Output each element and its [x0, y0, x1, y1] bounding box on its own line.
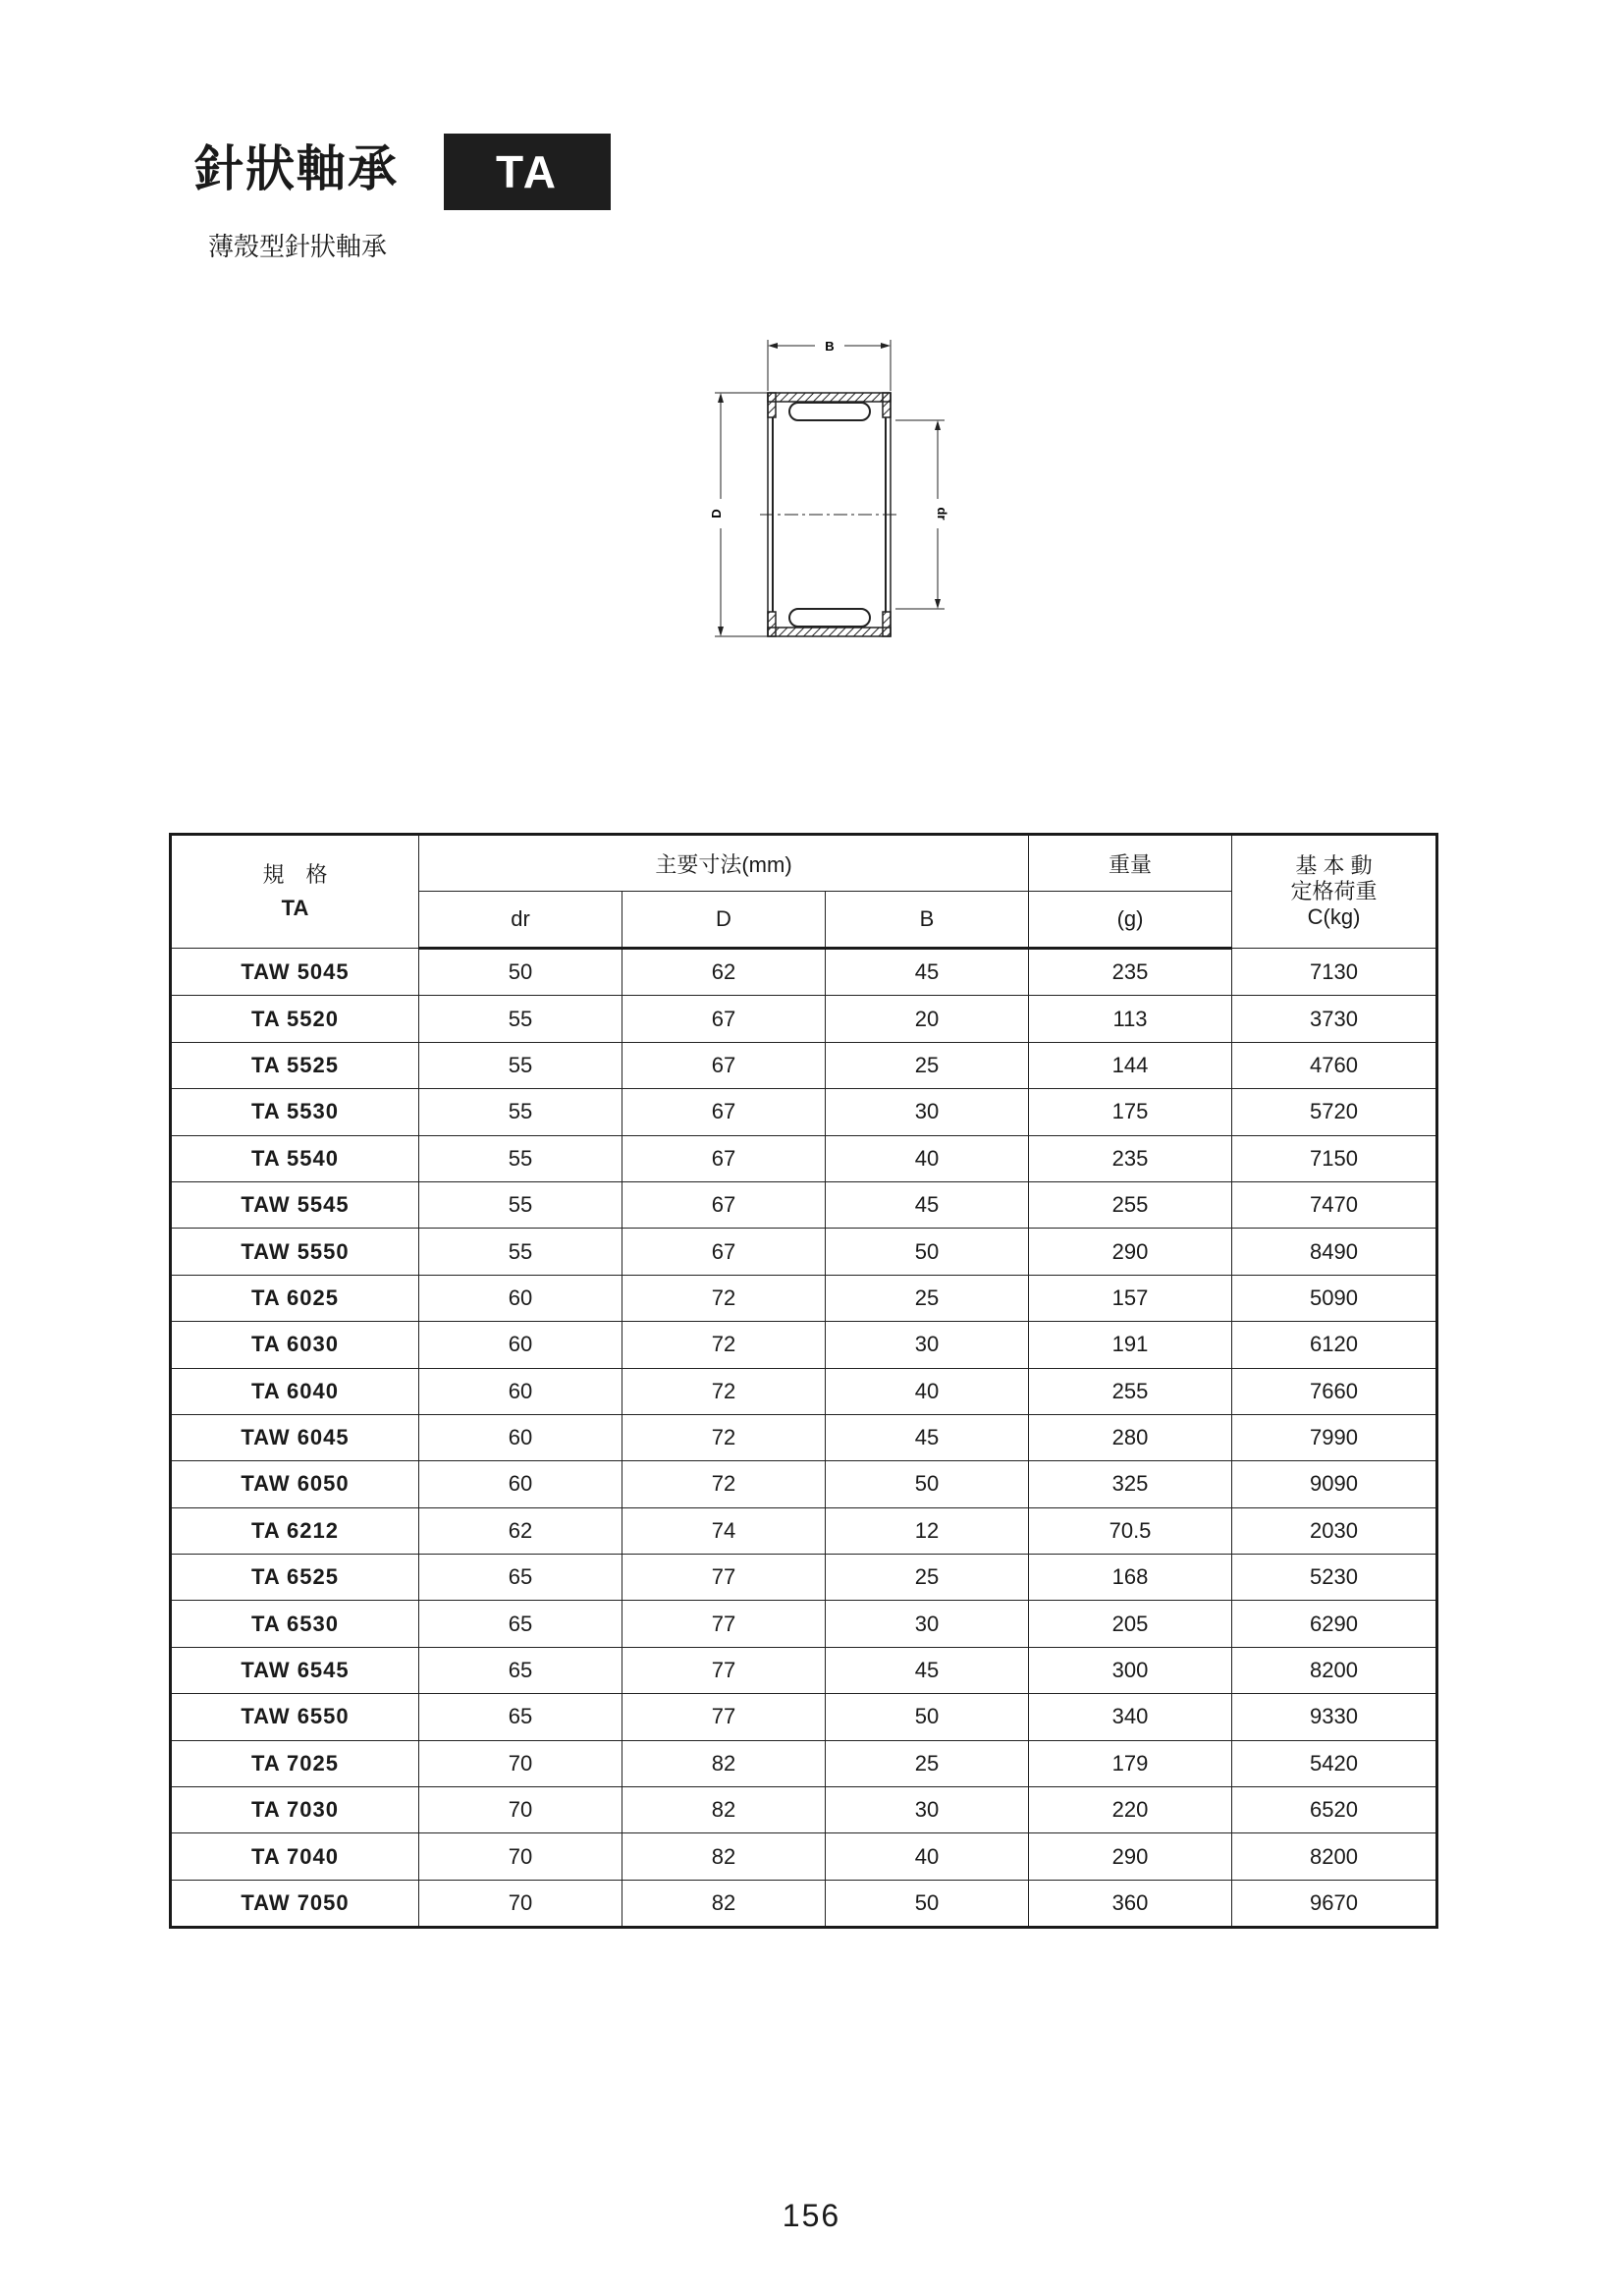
- cell-D: 62: [622, 949, 826, 996]
- cell-load: 6120: [1232, 1322, 1437, 1368]
- cell-load: 7470: [1232, 1181, 1437, 1228]
- cell-weight: 168: [1029, 1555, 1232, 1601]
- table-row: [171, 1042, 1437, 1088]
- cell-load: 5720: [1232, 1089, 1437, 1135]
- cell-D: 82: [622, 1880, 826, 1927]
- cell-name: TA 6040: [171, 1368, 419, 1414]
- table-row: [171, 1322, 1437, 1368]
- cell-name: TAW 7050: [171, 1880, 419, 1927]
- cell-weight: 157: [1029, 1275, 1232, 1321]
- cell-weight: 179: [1029, 1740, 1232, 1786]
- needle-roller-top: [789, 403, 870, 420]
- cell-name: TA 7040: [171, 1833, 419, 1880]
- cell-dr: 60: [419, 1461, 622, 1507]
- cell-weight: 300: [1029, 1647, 1232, 1693]
- cell-D: 82: [622, 1740, 826, 1786]
- cell-dr: 55: [419, 1042, 622, 1088]
- cell-dr: 55: [419, 996, 622, 1042]
- cell-B: 30: [826, 1787, 1029, 1833]
- cell-D: 67: [622, 1229, 826, 1275]
- cell-weight: 113: [1029, 996, 1232, 1042]
- cell-B: 45: [826, 1414, 1029, 1460]
- cell-weight: 220: [1029, 1787, 1232, 1833]
- cell-dr: 60: [419, 1275, 622, 1321]
- cell-load: 9090: [1232, 1461, 1437, 1507]
- cell-B: 30: [826, 1322, 1029, 1368]
- cell-B: 20: [826, 996, 1029, 1042]
- header-D: D: [622, 892, 826, 949]
- cell-D: 72: [622, 1275, 826, 1321]
- dimension-dr: [895, 420, 949, 609]
- cell-name: TAW 5550: [171, 1229, 419, 1275]
- cell-dr: 55: [419, 1135, 622, 1181]
- header-weight: 重量: [1029, 835, 1232, 892]
- cell-name: TAW 6045: [171, 1414, 419, 1460]
- cell-weight: 70.5: [1029, 1507, 1232, 1554]
- cell-name: TAW 5545: [171, 1181, 419, 1228]
- header-spec: [171, 835, 419, 949]
- cell-load: 7990: [1232, 1414, 1437, 1460]
- cell-B: 45: [826, 1181, 1029, 1228]
- cell-dr: 60: [419, 1368, 622, 1414]
- table-row: [171, 1229, 1437, 1275]
- table-row: [171, 996, 1437, 1042]
- cell-D: 72: [622, 1414, 826, 1460]
- header-spec-series: TA: [281, 896, 309, 920]
- cell-dr: 55: [419, 1089, 622, 1135]
- table-row: [171, 1368, 1437, 1414]
- cell-B: 25: [826, 1042, 1029, 1088]
- cell-name: TAW 6545: [171, 1647, 419, 1693]
- cell-name: TAW 6050: [171, 1461, 419, 1507]
- bearing-spec-table: [169, 833, 1438, 1929]
- cell-dr: 60: [419, 1414, 622, 1460]
- cell-B: 50: [826, 1461, 1029, 1507]
- dimension-d-label: D: [709, 509, 724, 519]
- dimension-b-label: B: [825, 339, 835, 354]
- cell-D: 77: [622, 1647, 826, 1693]
- cell-B: 40: [826, 1368, 1029, 1414]
- table-row: [171, 1555, 1437, 1601]
- cell-B: 30: [826, 1601, 1029, 1647]
- cell-D: 67: [622, 1042, 826, 1088]
- cell-B: 25: [826, 1555, 1029, 1601]
- cell-D: 77: [622, 1601, 826, 1647]
- cell-weight: 235: [1029, 949, 1232, 996]
- cell-weight: 360: [1029, 1880, 1232, 1927]
- cell-load: 5420: [1232, 1740, 1437, 1786]
- table-row: [171, 1135, 1437, 1181]
- header-load-line2: 定格荷重: [1290, 879, 1378, 903]
- header-spec-label: 規 格: [262, 862, 328, 887]
- cell-load: 8200: [1232, 1647, 1437, 1693]
- cell-D: 82: [622, 1833, 826, 1880]
- cell-D: 77: [622, 1694, 826, 1740]
- cell-B: 45: [826, 949, 1029, 996]
- cell-D: 72: [622, 1368, 826, 1414]
- cell-load: 4760: [1232, 1042, 1437, 1088]
- cell-weight: 205: [1029, 1601, 1232, 1647]
- cell-dr: 65: [419, 1555, 622, 1601]
- cell-load: 6520: [1232, 1787, 1437, 1833]
- table-row: [171, 1181, 1437, 1228]
- cell-load: 9330: [1232, 1694, 1437, 1740]
- cell-load: 5090: [1232, 1275, 1437, 1321]
- dimension-dr-label: dr: [935, 507, 949, 520]
- table-row: [171, 1694, 1437, 1740]
- page-number: 156: [782, 2198, 841, 2233]
- needle-roller-bottom: [789, 609, 870, 627]
- cell-dr: 62: [419, 1507, 622, 1554]
- cell-D: 77: [622, 1555, 826, 1601]
- cell-load: 7150: [1232, 1135, 1437, 1181]
- cell-name: TA 5530: [171, 1089, 419, 1135]
- cell-B: 12: [826, 1507, 1029, 1554]
- header-dimensions: 主要寸法(mm): [419, 835, 1029, 892]
- cell-name: TA 6030: [171, 1322, 419, 1368]
- cell-weight: 144: [1029, 1042, 1232, 1088]
- cell-dr: 50: [419, 949, 622, 996]
- table-row: [171, 1647, 1437, 1693]
- cell-name: TAW 5045: [171, 949, 419, 996]
- cell-name: TAW 6550: [171, 1694, 419, 1740]
- cell-load: 2030: [1232, 1507, 1437, 1554]
- cell-D: 67: [622, 1181, 826, 1228]
- header-load-line1: 基 本 動: [1295, 853, 1373, 878]
- cell-D: 67: [622, 1135, 826, 1181]
- cell-load: 5230: [1232, 1555, 1437, 1601]
- cell-name: TA 6212: [171, 1507, 419, 1554]
- cell-D: 72: [622, 1461, 826, 1507]
- cell-B: 40: [826, 1833, 1029, 1880]
- cell-name: TA 7025: [171, 1740, 419, 1786]
- cell-weight: 255: [1029, 1181, 1232, 1228]
- dimension-b: [768, 339, 891, 391]
- cell-dr: 65: [419, 1601, 622, 1647]
- cell-dr: 65: [419, 1694, 622, 1740]
- cell-dr: 65: [419, 1647, 622, 1693]
- cell-name: TA 6530: [171, 1601, 419, 1647]
- cell-weight: 175: [1029, 1089, 1232, 1135]
- cell-weight: 290: [1029, 1833, 1232, 1880]
- cell-dr: 55: [419, 1229, 622, 1275]
- bearing-cross-section-diagram: [699, 332, 954, 656]
- table-row: [171, 949, 1437, 996]
- table-row: [171, 1787, 1437, 1833]
- cell-weight: 280: [1029, 1414, 1232, 1460]
- series-badge: TA: [444, 134, 611, 210]
- cell-name: TA 7030: [171, 1787, 419, 1833]
- cell-load: 7660: [1232, 1368, 1437, 1414]
- cell-B: 50: [826, 1229, 1029, 1275]
- header-weight-unit: (g): [1029, 892, 1232, 949]
- header-load-line3: C(kg): [1307, 904, 1361, 929]
- table-row: [171, 1880, 1437, 1927]
- cell-weight: 235: [1029, 1135, 1232, 1181]
- cell-B: 50: [826, 1694, 1029, 1740]
- cell-dr: 55: [419, 1181, 622, 1228]
- cell-load: 8490: [1232, 1229, 1437, 1275]
- table-row: [171, 1461, 1437, 1507]
- cell-name: TA 5520: [171, 996, 419, 1042]
- table-row: [171, 1414, 1437, 1460]
- cell-B: 30: [826, 1089, 1029, 1135]
- cell-D: 74: [622, 1507, 826, 1554]
- cell-D: 72: [622, 1322, 826, 1368]
- cell-weight: 255: [1029, 1368, 1232, 1414]
- page-subtitle: 薄殼型針狀軸承: [208, 233, 388, 262]
- header-load: [1232, 835, 1437, 949]
- cell-weight: 290: [1029, 1229, 1232, 1275]
- table-row: [171, 1089, 1437, 1135]
- cell-weight: 191: [1029, 1322, 1232, 1368]
- cell-D: 67: [622, 1089, 826, 1135]
- cell-dr: 70: [419, 1787, 622, 1833]
- cell-B: 25: [826, 1740, 1029, 1786]
- table-row: [171, 1740, 1437, 1786]
- table-row: [171, 1833, 1437, 1880]
- cell-weight: 340: [1029, 1694, 1232, 1740]
- cell-load: 6290: [1232, 1601, 1437, 1647]
- dimension-d: [709, 393, 768, 636]
- cell-load: 9670: [1232, 1880, 1437, 1927]
- cell-B: 45: [826, 1647, 1029, 1693]
- table-row: [171, 1507, 1437, 1554]
- cell-load: 7130: [1232, 949, 1437, 996]
- cell-name: TA 5525: [171, 1042, 419, 1088]
- cell-B: 40: [826, 1135, 1029, 1181]
- cell-dr: 70: [419, 1740, 622, 1786]
- cell-B: 25: [826, 1275, 1029, 1321]
- cell-weight: 325: [1029, 1461, 1232, 1507]
- cell-D: 82: [622, 1787, 826, 1833]
- cell-D: 67: [622, 996, 826, 1042]
- cell-dr: 70: [419, 1880, 622, 1927]
- page-title: 針狀軸承: [194, 140, 399, 197]
- header-dr: dr: [419, 892, 622, 949]
- cell-load: 8200: [1232, 1833, 1437, 1880]
- cell-name: TA 6025: [171, 1275, 419, 1321]
- cell-dr: 70: [419, 1833, 622, 1880]
- cell-load: 3730: [1232, 996, 1437, 1042]
- cell-name: TA 5540: [171, 1135, 419, 1181]
- cell-dr: 60: [419, 1322, 622, 1368]
- table-row: [171, 1601, 1437, 1647]
- header-B: B: [826, 892, 1029, 949]
- cell-name: TA 6525: [171, 1555, 419, 1601]
- cell-B: 50: [826, 1880, 1029, 1927]
- table-row: [171, 1275, 1437, 1321]
